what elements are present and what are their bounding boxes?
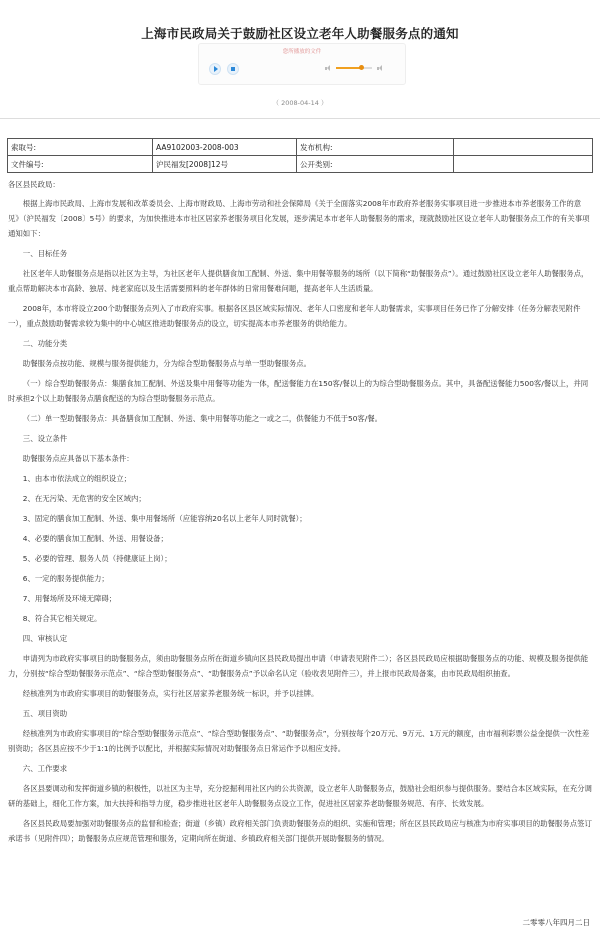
paragraph: 经核准列为市政府实事项目的助餐服务点，实行社区居家养老服务统一标识，并予以挂牌。 — [22, 689, 319, 698]
section-heading: 五、项目资助 — [22, 709, 68, 718]
stop-icon[interactable] — [227, 63, 239, 75]
section-heading: 一、目标任务 — [22, 249, 68, 258]
list-item: 3、固定的膳食加工配制、外送、集中用餐场所（应能容纳20名以上老年人同时就餐）； — [22, 514, 307, 523]
signature-date: 二零零八年四月二日 — [522, 918, 590, 927]
paragraph: 各区县民政局要加强对助餐服务点的监督和检查；街道（乡镇）政府相关部门负责助餐服务点的组织、实施和管理；所在区县民政局应与核准为市府实事项目的助餐服务点签订承诺书（见附件四）；助餐服务点应规范管理和服务，定期向所在街道、乡镇政府相关部门提供开展助餐服务的情况。 — [8, 819, 592, 843]
metadata-table — [7, 138, 593, 173]
list-item: 1、由本市依法成立的组织设立； — [22, 474, 131, 483]
paragraph: 经核准列为市政府实事项目的“综合型助餐服务示范点”、“综合型助餐服务点”、“助餐服务点”，分别按每个20万元、9万元、1万元的额度，由市福利彩票公益金提供一次性差别资助；各区县应按不少于1:1的比例予以配比，并根据实际情况对助餐服务点日常运作予以相应支持。 — [8, 729, 590, 753]
paragraph: 助餐服务点应具备以下基本条件： — [22, 454, 134, 463]
paragraph: 各区县要调动和发挥街道乡镇的积极性，以社区为主导，充分挖掘利用社区内的公共资源，设立老年人助餐服务点，鼓励社会组织参与提供服务。要结合本区域实际，在充分调研的基础上，细化工作方案，加大扶持和指导力度，稳步推进社区老年人助餐服务点设立工作，促进社区居家养老助餐服务规范、有序、长效发展。 — [8, 784, 592, 808]
divider — [0, 118, 600, 119]
value-doc-number: 沪民福发[2008]12号 — [153, 156, 297, 173]
section-heading: 二、功能分类 — [22, 339, 68, 348]
label-doc-number: 文件编号: — [8, 156, 153, 173]
value-publisher — [454, 139, 593, 156]
value-category — [454, 156, 593, 173]
value-index: AA9102003-2008-003 — [153, 139, 297, 156]
list-item: 5、必要的管理、服务人员（持健康证上岗）； — [22, 554, 172, 563]
volume-slider[interactable] — [336, 67, 372, 69]
label-category: 公开类别: — [297, 156, 454, 173]
paragraph: 根据上海市民政局、上海市发展和改革委员会、上海市财政局、上海市劳动和社会保障局《关于全面落实2008年市政府养老服务实事项目进一步推进本市养老服务工作的意见》（沪民福发〔2008〕5号）的要求，为加快推进本市社区居家养老服务项目化发展，逐步满足本市老年人助餐服务的需求，现就鼓励社区设立老年人助餐服务点工作的有关事项通知如下： — [8, 199, 590, 238]
list-item: 2、在无污染、无危害的安全区域内； — [22, 494, 146, 503]
table-row — [8, 139, 593, 156]
list-item: 7、用餐场所及环境无障碍； — [22, 594, 117, 603]
table-row — [8, 156, 593, 173]
list-item: 8、符合其它相关规定。 — [22, 614, 102, 623]
section-heading: 六、工作要求 — [22, 764, 68, 773]
audio-player — [198, 43, 406, 85]
paragraph: （一）综合型助餐服务点：集膳食加工配制、外送及集中用餐等功能为一体，配送餐能力在150客/餐以上的为综合型助餐服务点。其中，具备配送餐能力500客/餐以上，并同时承担2个以上助餐服务点膳食配送的为综合型助餐服务示范点。 — [8, 379, 589, 403]
play-icon[interactable] — [209, 63, 221, 75]
document-body — [8, 177, 592, 846]
list-item: 4、必要的膳食加工配制、外送、用餐设备； — [22, 534, 168, 543]
paragraph: 2008年，本市将设立200个助餐服务点列入了市政府实事。根据各区县区域实际情况、老年人口密度和老年人助餐需求，实事项目任务已作了分解安排（任务分解表见附件一），重点鼓励助餐需求较为集中的中心城区推进助餐服务点的设立，切实提高本市养老服务的供给能力。 — [8, 304, 581, 328]
paragraph: 社区老年人助餐服务点是指以社区为主导，为社区老年人提供膳食加工配制、外送、集中用餐等服务的场所（以下简称“助餐服务点”）。通过鼓励社区设立老年人助餐服务点，重点帮助解决本市高龄、独居、纯老家庭以及生活需要照料的老年群体的日常用餐难问题，提高老年人生活质量。 — [8, 269, 589, 293]
salutation: 各区县民政局： — [8, 180, 60, 189]
publish-date: （ 2008-04-14 ） — [272, 99, 328, 107]
volume-knob[interactable] — [359, 65, 364, 70]
player-caption: 您所播放的文件 — [282, 49, 322, 55]
section-heading: 四、审核认定 — [22, 634, 68, 643]
volume-fill — [336, 67, 361, 69]
paragraph: 申请列为市政府实事项目的助餐服务点，须由助餐服务点所在街道乡镇向区县民政局提出申请（申请表见附件二）；各区县民政局应根据助餐服务点的功能、规模及服务提供能力，分别按“综合型助餐服务示范点”、“综合型助餐服务点”、“助餐服务点”予以命名认定（验收表见附件三），并上报市民政局备案，由市民政局组织抽查。 — [8, 654, 589, 678]
volume-mute-icon[interactable] — [325, 65, 331, 71]
paragraph: （二）单一型助餐服务点：具备膳食加工配制、外送、集中用餐等功能之一或之二，供餐能力不低于50客/餐。 — [22, 414, 383, 423]
volume-icon[interactable] — [377, 65, 385, 71]
page-title: 上海市民政局关于鼓励社区设立老年人助餐服务点的通知 — [141, 26, 459, 41]
paragraph: 助餐服务点按功能、规模与服务提供能力，分为综合型助餐服务点与单一型助餐服务点。 — [22, 359, 312, 368]
label-index: 索取号: — [8, 139, 153, 156]
label-publisher: 发布机构: — [297, 139, 454, 156]
list-item: 6、一定的服务提供能力； — [22, 574, 109, 583]
section-heading: 三、设立条件 — [22, 434, 68, 443]
